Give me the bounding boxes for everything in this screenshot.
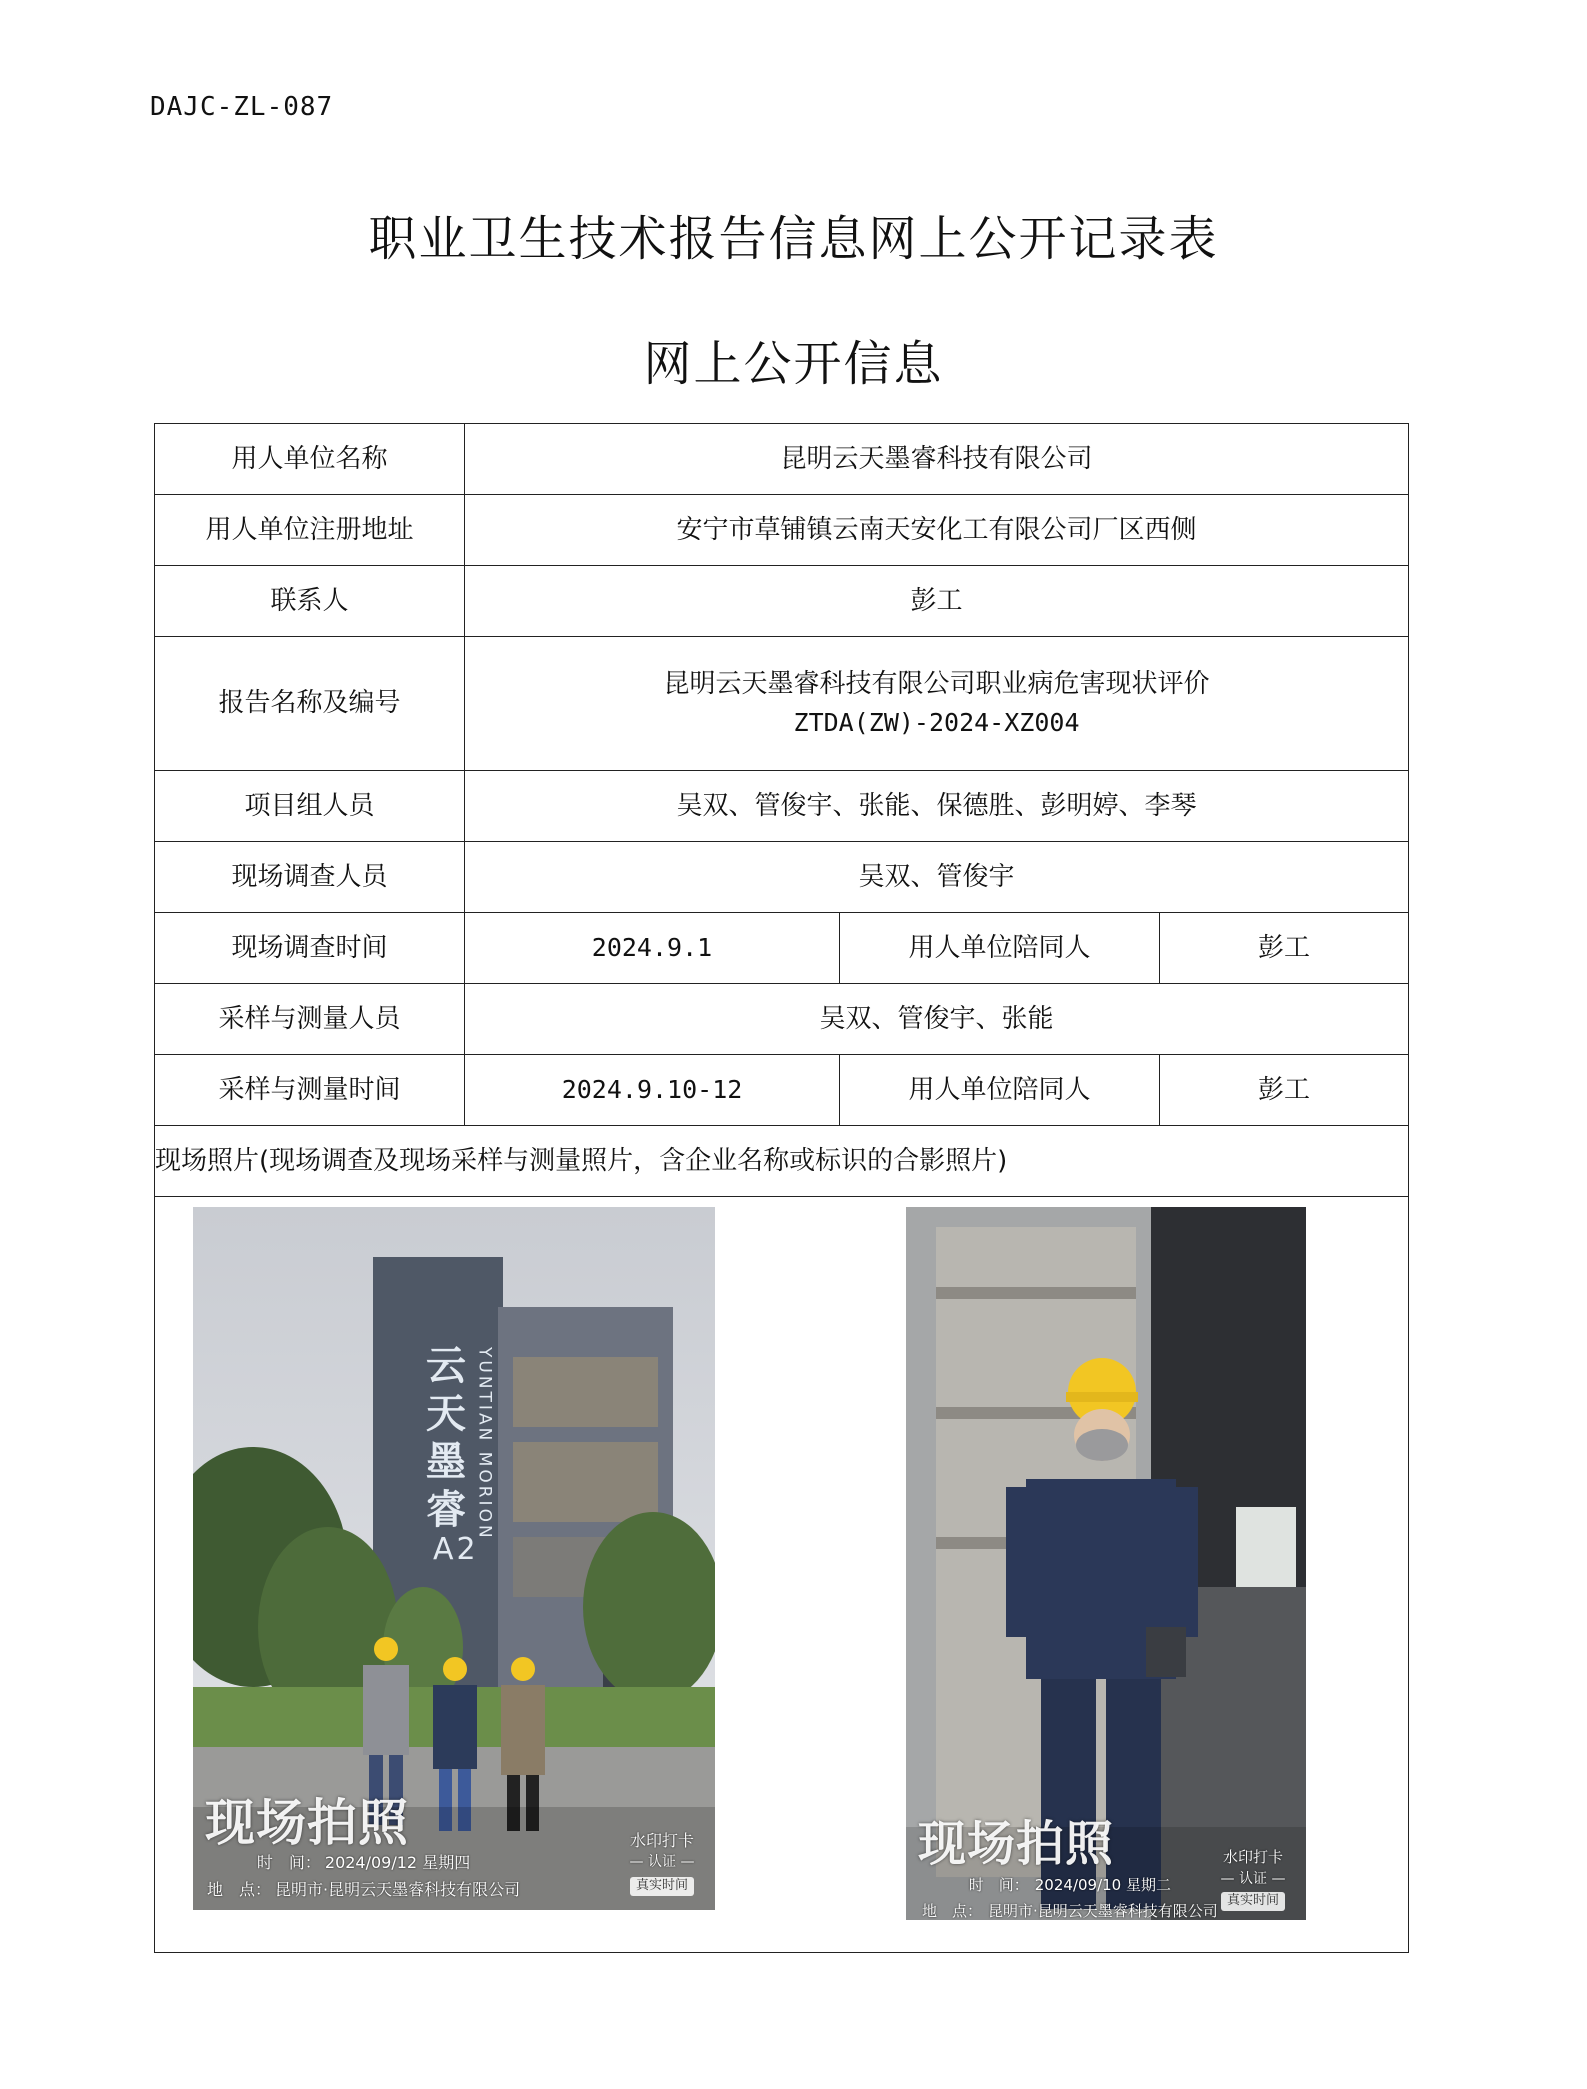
document-code: DAJC-ZL-087 <box>150 92 334 122</box>
row-photo-note <box>155 1126 1409 1197</box>
report-name: 昆明云天墨睿科技有限公司职业病危害现状评价 <box>663 668 1210 699</box>
row-sampling-staff <box>155 984 1409 1055</box>
badge-title: 水印打卡 <box>1222 1848 1283 1866</box>
photo-time: 2024/09/10 星期二 <box>1034 1876 1171 1894</box>
value-employer-name: 昆明云天墨睿科技有限公司 <box>465 424 1409 495</box>
site-photo-worker <box>906 1207 1306 1920</box>
company-sign-text: 云天墨睿 <box>426 1343 466 1533</box>
badge-sub: — 认证 — <box>629 1854 695 1871</box>
label-survey-escort: 用人单位陪同人 <box>840 913 1160 984</box>
watermark-stamp: 现场拍照 <box>918 1816 1115 1872</box>
value-survey-escort: 彭工 <box>1160 913 1409 984</box>
badge-pill: 真实时间 <box>630 1877 694 1896</box>
value-contact: 彭工 <box>465 566 1409 637</box>
label-survey-time: 现场调查时间 <box>155 913 465 984</box>
value-survey-time: 2024.9.1 <box>465 913 840 984</box>
watermark-stamp: 现场拍照 <box>205 1794 409 1852</box>
badge-sub: — 认证 — <box>1220 1870 1286 1887</box>
time-label: 时 间： <box>256 1853 321 1872</box>
row-employer-name <box>155 424 1409 495</box>
row-report <box>155 637 1409 771</box>
value-sampling-escort: 彭工 <box>1160 1055 1409 1126</box>
label-sampling-staff: 采样与测量人员 <box>155 984 465 1055</box>
photo-note: 现场照片(现场调查及现场采样与测量照片，含企业名称或标识的合影照片) <box>155 1126 1409 1197</box>
row-photos <box>155 1197 1409 1953</box>
place-label: 地 点： <box>921 1901 982 1920</box>
document-title: 职业卫生技术报告信息网上公开记录表 <box>368 211 1219 267</box>
row-team <box>155 771 1409 842</box>
site-photo-building <box>193 1207 715 1910</box>
value-sampling-time: 2024.9.10-12 <box>465 1055 840 1126</box>
watermark-badge <box>619 1829 705 1896</box>
photo-time: 2024/09/12 星期四 <box>324 1853 471 1872</box>
badge-pill: 真实时间 <box>1221 1892 1285 1911</box>
row-employer-address <box>155 495 1409 566</box>
watermark-meta <box>916 1873 1218 1920</box>
value-employer-address: 安宁市草铺镇云南天安化工有限公司厂区西侧 <box>465 495 1409 566</box>
label-survey-staff: 现场调查人员 <box>155 842 465 913</box>
time-label: 时 间： <box>968 1876 1029 1894</box>
watermark-meta <box>203 1849 520 1903</box>
value-report <box>465 637 1409 771</box>
value-survey-staff: 吴双、管俊宇 <box>465 842 1409 913</box>
photos-cell <box>155 1197 1409 1953</box>
row-contact <box>155 566 1409 637</box>
row-survey-staff <box>155 842 1409 913</box>
building-number: A2 <box>433 1532 479 1567</box>
label-employer-address: 用人单位注册地址 <box>155 495 465 566</box>
section-title: 网上公开信息 <box>643 336 944 392</box>
label-report: 报告名称及编号 <box>155 637 465 771</box>
disclosure-table <box>154 423 1409 1953</box>
photo-place: 昆明市·昆明云天墨睿科技有限公司 <box>988 1901 1218 1920</box>
row-sampling-time <box>155 1055 1409 1126</box>
value-sampling-staff: 吴双、管俊宇、张能 <box>465 984 1409 1055</box>
place-label: 地 点： <box>206 1880 271 1900</box>
row-survey-time <box>155 913 1409 984</box>
label-team: 项目组人员 <box>155 771 465 842</box>
watermark-badge <box>1210 1847 1296 1911</box>
label-contact: 联系人 <box>155 566 465 637</box>
value-team: 吴双、管俊宇、张能、保德胜、彭明婷、李琴 <box>465 771 1409 842</box>
label-employer-name: 用人单位名称 <box>155 424 465 495</box>
company-sign-english: YUNTIAN MORION <box>474 1347 495 1541</box>
badge-title: 水印打卡 <box>629 1831 694 1850</box>
report-code: ZTDA(ZW)-2024-XZ004 <box>793 708 1080 738</box>
label-sampling-escort: 用人单位陪同人 <box>840 1055 1160 1126</box>
photo-place: 昆明市·昆明云天墨睿科技有限公司 <box>275 1880 521 1900</box>
label-sampling-time: 采样与测量时间 <box>155 1055 465 1126</box>
